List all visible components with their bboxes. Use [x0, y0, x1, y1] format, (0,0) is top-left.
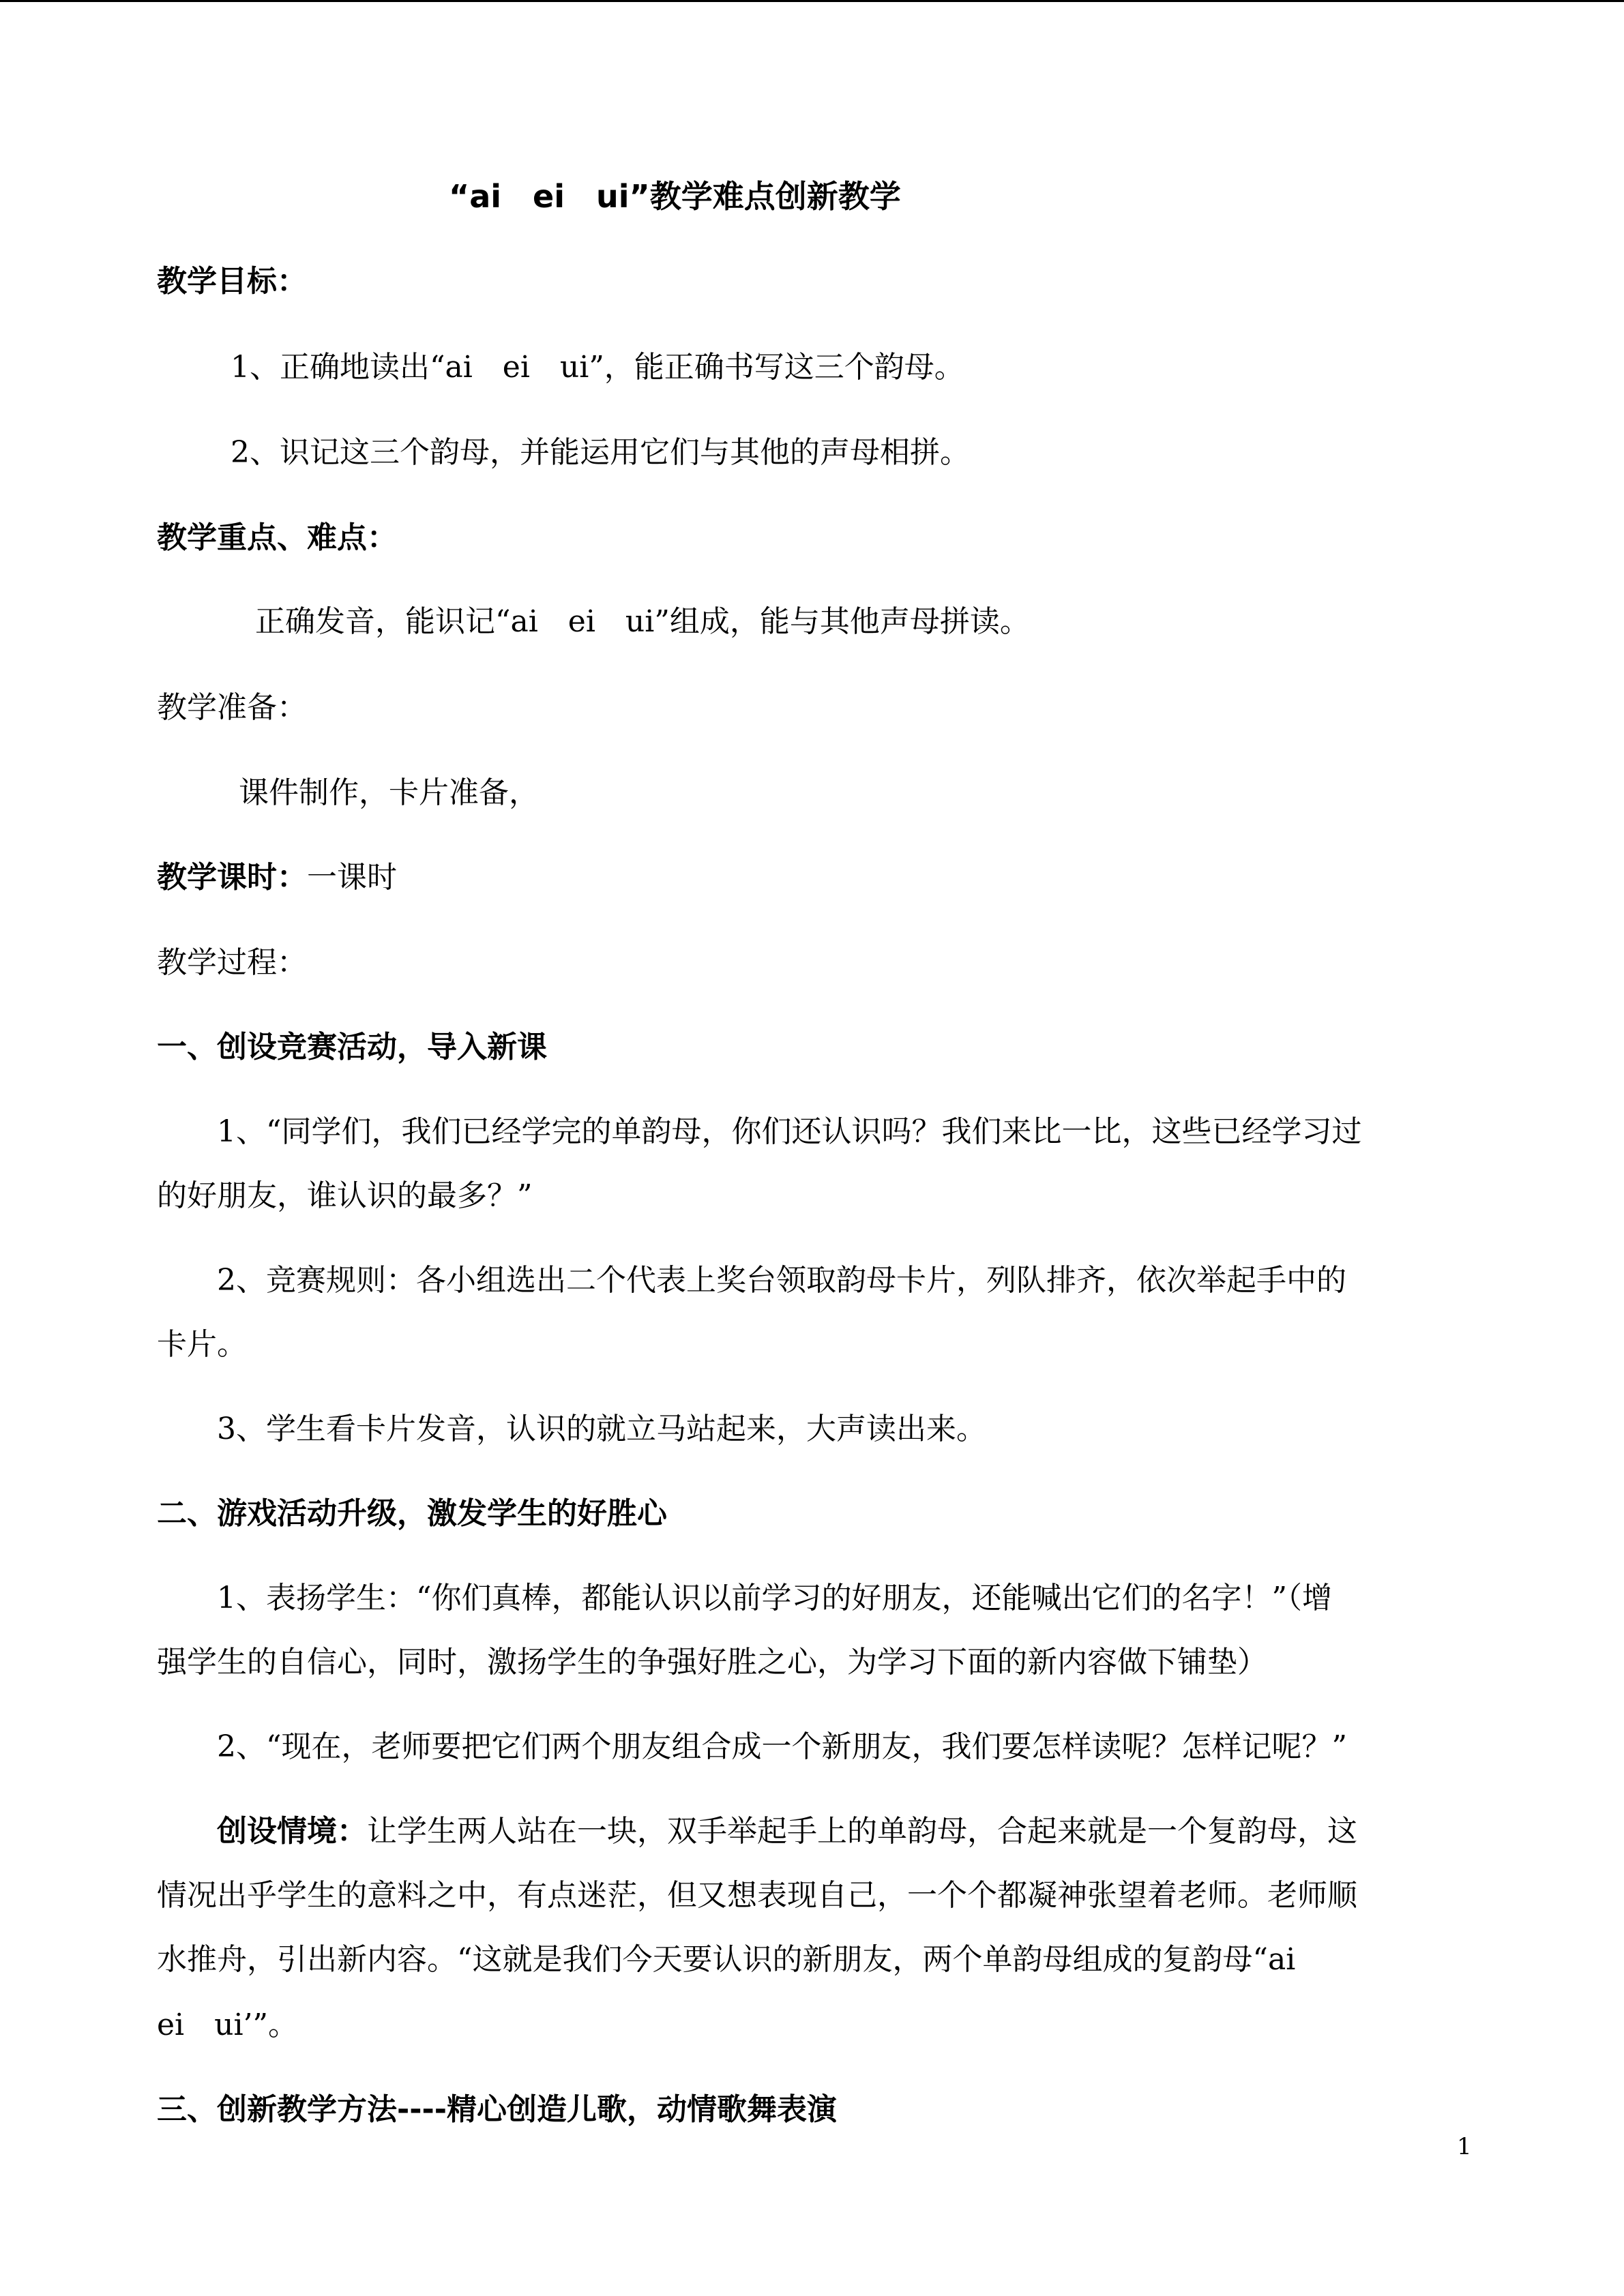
section-2-paragraph-3-line-1	[217, 1811, 1357, 1852]
section-2-paragraph-3-line-3: 水推舟，引出新内容。“这就是我们今天要认识的新朋友，两个单韵母组成的复韵母“ai	[157, 1942, 1296, 1977]
section-2-paragraph-1-line-1: 1、表扬学生：“你们真棒，都能认识以前学习的好朋友，还能喊出它们的名字！”（增	[217, 1581, 1332, 1615]
section-2-paragraph-3-line-4: ei ui’”。	[157, 2008, 299, 2042]
page-number: 1	[1457, 2133, 1472, 2160]
section-2-paragraph-3-line-2: 情况出乎学生的意料之中，有点迷茫，但又想表现自己，一个个都凝神张望着老师。老师顺	[157, 1878, 1357, 1913]
preparation-text: 课件制作，卡片准备，	[239, 775, 539, 810]
preparation-heading: 教学准备：	[157, 690, 307, 725]
section-1-paragraph-1-line-2: 的好朋友，谁认识的最多？”	[157, 1178, 533, 1213]
class-hours-line	[157, 857, 397, 898]
objective-1: 1、正确地读出“ai ei ui”，能正确书写这三个韵母。	[231, 350, 964, 385]
objectives-heading: 教学目标：	[157, 264, 307, 299]
section-2-paragraph-2: 2、“现在，老师要把它们两个朋友组合成一个新朋友，我们要怎样读呢？怎样记呢？”	[217, 1729, 1347, 1764]
class-hours-label: 教学课时：	[157, 860, 307, 895]
section-2-heading: 二、游戏活动升级，激发学生的好胜心	[157, 1496, 667, 1531]
section-2-paragraph-1-line-2: 强学生的自信心，同时，激扬学生的争强好胜之心，为学习下面的新内容做下铺垫）	[157, 1645, 1267, 1680]
section-1-paragraph-2-line-1: 2、竞赛规则：各小组选出二个代表上奖台领取韵母卡片，列队排齐，依次举起手中的	[217, 1263, 1346, 1298]
key-points-heading: 教学重点、难点：	[157, 520, 397, 555]
document-title: “ai ei ui”教学难点创新教学	[449, 178, 901, 215]
process-heading: 教学过程：	[157, 945, 307, 980]
section-1-paragraph-1-line-1: 1、“同学们，我们已经学完的单韵母，你们还认识吗？我们来比一比，这些已经学习过	[217, 1114, 1362, 1149]
section-3-heading: 三、创新教学方法----精心创造儿歌，动情歌舞表演	[157, 2092, 838, 2127]
scenario-text: 让学生两人站在一块，双手举起手上的单韵母，合起来就是一个复韵母，这	[367, 1814, 1357, 1849]
section-1-paragraph-3: 3、学生看卡片发音，认识的就立马站起来，大声读出来。	[217, 1412, 986, 1446]
section-1-paragraph-2-line-2: 卡片。	[157, 1327, 247, 1362]
section-1-heading: 一、创设竞赛活动，导入新课	[157, 1030, 547, 1064]
objective-2: 2、识记这三个韵母，并能运用它们与其他的声母相拼。	[231, 435, 970, 470]
scenario-label: 创设情境：	[217, 1814, 367, 1849]
page-top-border	[0, 0, 1624, 2]
class-hours-value: 一课时	[307, 860, 397, 895]
key-points-text: 正确发音，能识记“ai ei ui”组成，能与其他声母拼读。	[255, 604, 1030, 639]
